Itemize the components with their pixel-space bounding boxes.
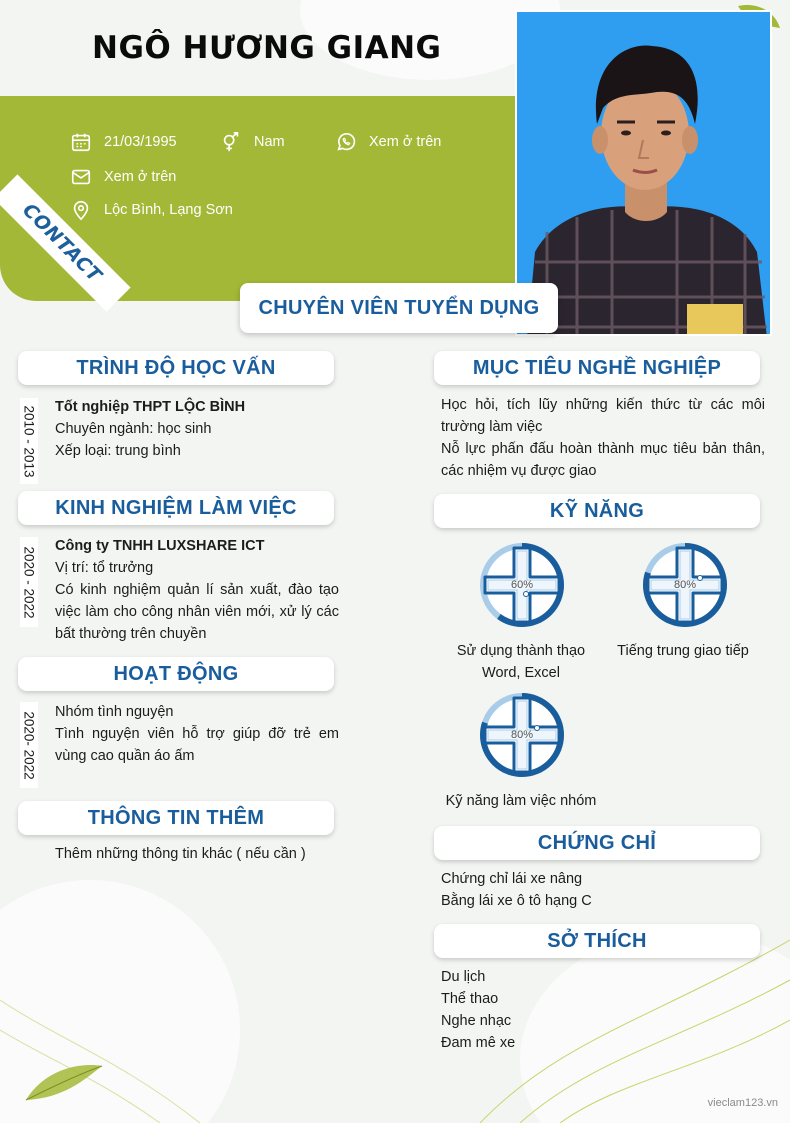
calendar-icon [70, 131, 92, 153]
hobbies-list [441, 966, 761, 1054]
experience-position: Vị trí: tổ trưởng [55, 560, 154, 576]
gender-item [220, 131, 285, 153]
contact-tab-label: CONTACT [18, 199, 106, 287]
skill-3-label: Kỹ năng làm việc nhóm [445, 793, 597, 809]
skill-ring-2 [642, 542, 728, 628]
hobby-item: Du lịch [441, 969, 486, 985]
hobbies-heading: SỞ THÍCH [434, 924, 760, 958]
education-details [55, 396, 340, 462]
extra-info-text: Thêm những thông tin khác ( nếu cần ) [55, 846, 306, 862]
activities-description: Tình nguyện viên hỗ trợ giúp đỡ trẻ em vùng cao quần áo ấm [55, 726, 339, 764]
hobby-item: Thể thao [441, 991, 499, 1007]
activities-details [55, 701, 339, 767]
objective-heading: MỤC TIÊU NGHỀ NGHIỆP [434, 351, 760, 385]
gender-text: Nam [254, 134, 285, 150]
email-item [70, 166, 176, 188]
experience-years [20, 537, 38, 627]
candidate-name: NGÔ HƯƠNG GIANG [92, 30, 442, 66]
education-school: Tốt nghiệp THPT LỘC BÌNH [55, 399, 246, 415]
activities-years [20, 702, 38, 788]
skill-ring-1 [479, 542, 565, 628]
objective-line-2: Nỗ lực phấn đấu hoàn thành mục tiêu bản thân, các nhiệm vụ được giao [441, 441, 765, 479]
watermark: vieclam123.vn [707, 1097, 778, 1109]
certificate-item: Chứng chỉ lái xe nâng [441, 871, 583, 887]
certificate-item: Bằng lái xe ô tô hạng C [441, 893, 592, 909]
skill-ring-3 [479, 692, 565, 778]
phone-text: Xem ở trên [369, 134, 442, 150]
experience-heading: KINH NGHIỆM LÀM VIỆC [18, 491, 334, 525]
skill-1-label-line-1: Sử dụng thành thạo [456, 643, 586, 659]
education-major: Chuyên ngành: học sinh [55, 421, 212, 437]
whatsapp-icon [335, 131, 357, 153]
activities-heading: HOẠT ĐỘNG [18, 657, 334, 691]
activities-group: Nhóm tình nguyện [55, 704, 174, 720]
skill-1-label [436, 640, 606, 684]
education-heading: TRÌNH ĐỘ HỌC VẤN [18, 351, 334, 385]
birthday-item [70, 131, 177, 153]
experience-years-text: 2020 - 2022 [21, 545, 37, 619]
certificates-heading: CHỨNG CHỈ [434, 826, 760, 860]
birthday-text: 21/03/1995 [104, 134, 177, 150]
hobby-item: Nghe nhạc [441, 1013, 512, 1029]
education-years [20, 398, 38, 484]
activities-years-text: 2020- 2022 [21, 710, 37, 780]
extra-info-heading: THÔNG TIN THÊM [18, 801, 334, 835]
skill-2-percent: 80% [673, 579, 697, 591]
skill-1-label-line-2: Word, Excel [482, 665, 560, 681]
gender-icon [220, 131, 242, 153]
education-years-text: 2010 - 2013 [21, 404, 37, 478]
experience-details [55, 535, 339, 645]
skill-2-label: Tiếng trung giao tiếp [617, 643, 749, 659]
hobby-item: Đam mê xe [441, 1035, 516, 1051]
skill-1-percent: 60% [510, 579, 534, 591]
objective-details [441, 394, 765, 482]
experience-company: Công ty TNHH LUXSHARE ICT [55, 538, 265, 554]
location-pin-icon [70, 199, 92, 221]
skills-heading: KỸ NĂNG [434, 494, 760, 528]
leaf-decoration-icon [24, 1060, 104, 1106]
address-item [70, 199, 233, 221]
experience-description: Có kinh nghiệm quản lí sản xuất, đào tạo việc làm cho công nhân viên mới, xử lý các bất thường trên chuyền [55, 582, 339, 642]
phone-item [335, 131, 441, 153]
certificates-list [441, 868, 761, 912]
address-text: Lộc Bình, Lạng Sơn [104, 202, 233, 218]
education-rank: Xếp loại: trung bình [55, 443, 181, 459]
email-text: Xem ở trên [104, 169, 177, 185]
mail-icon [70, 166, 92, 188]
skill-3-percent: 80% [510, 729, 534, 741]
objective-line-1: Học hỏi, tích lũy những kiến thức từ các môi trường làm việc [441, 397, 765, 435]
job-title: CHUYÊN VIÊN TUYỂN DỤNG [240, 283, 558, 333]
